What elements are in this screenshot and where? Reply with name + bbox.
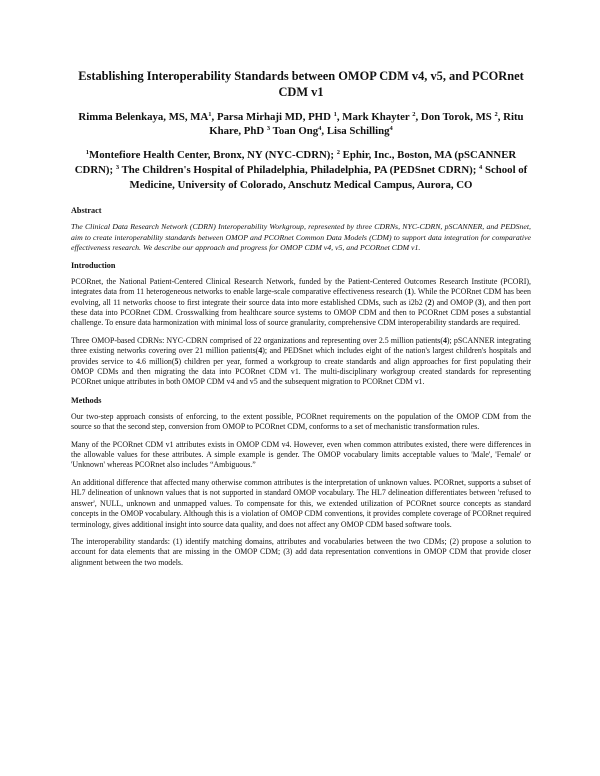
author: Toan Ong$^4$, [272,125,327,137]
author-list [71,110,531,138]
methods-paragraph: Many of the PCORnet CDM v1 attributes exists in OMOP CDM v4. However, even when common attributes existed, there were differences in the allowable values for these attributes. A simple example is gender. The OMOP vocabulary limits acceptable values to 'Male', 'Female' or 'Unknown' whereas PCORnet also includes “Ambiguous.” [71,439,531,470]
methods-paragraph: An additional difference that affected many otherwise common attributes is the interpretation of unknown values. PCORnet, supports a subset of HL7 delineation of unknown values that is not supported in standard OMOP vocabulary. The HL7 delineation differentiates between 'refused to answer', NULL, unknown and unmapped values. To compensate for this, we extended utilization of PCORnet source concepts as standard concepts in the OMOP vocabulary. Although this is a violation of OMOP CDM conventions, it provides complete coverage of PCORnet required terminology, gives additional insight into source data quality, and does not affect any OMOP CDM based software tools. [71,477,531,529]
affiliation: $^2$ Ephir, Inc., Boston, MA (pSCANNER CDRN); [74,149,517,176]
affiliations [71,148,531,193]
author: Don Torok, MS $^2$, [420,111,504,123]
introduction-paragraph: PCORnet, the National Patient-Centered Clinical Research Network, funded by the Patient-Centered Outcomes Research Institute (PCORI), integrates data from 11 heterogeneous networks to enable large-scale comparative effectiveness research (1). While the PCORnet CDM has been evolving, all 11 networks choose to first integrate their source data into more established CDMs, such as i2b2 (2) and OMOP (3), and then port these data into PCORnet CDM. Crosswalking from healthcare source systems to OMOP CDM and then to PCORnet CDM poses a substantial challenge. To ensure data harmonization with minimal loss of source granularity, comprehensive CDM interoperability standards are required. [71,276,531,328]
paper-title: Establishing Interoperability Standards between OMOP CDM v4, v5, and PCORnet CDM v1 [78,69,524,99]
methods-heading: Methods [71,395,102,405]
abstract-text: The Clinical Data Research Network (CDRN) Interoperability Workgroup, represented by three CDRNs, NYC-CDRN, pSCANNER, and PEDSnet, aim to create interoperability standards between OMOP and PCORnet Common Data Models (CDM) to support data integration for comparative effectiveness research. We describe our approach and progress for OMOP CDM v4, v5, and PCORnet CDM v1. [71,222,531,253]
affiliation: $^3$ The Children's Hospital of Philadelphia, Philadelphia, PA (PEDSnet CDRN); [115,164,480,176]
author: Ritu Khare, PhD $^3$ [209,111,524,137]
paper-page [71,68,531,575]
methods-paragraph: Our two-step approach consists of enforcing, to the extent possible, PCORnet requirements on the population of the OMOP CDM from the source so that the second step, conversion from OMOP to PCORnet CDM, conforms to a set of mechanistic transformation rules. [71,411,531,432]
author: Parsa Mirhaji MD, PHD $^1$, [216,111,343,123]
author: Mark Khayter $^2$, [342,111,421,123]
affiliation: $^4$ School of Medicine, University of Colorado, Anschutz Medical Campus, Aurora, CO [129,164,528,191]
methods-paragraph: The interoperability standards: (1) identify matching domains, attributes and vocabularies between the two CDMs; (2) propose a solution to account for data elements that are missing in the OMOP CDM; (3) add data representation conventions in OMOP CDM that provide closer alignment between the two models. [71,536,531,567]
abstract-heading: Abstract [71,206,102,215]
affiliation: $^1$Montefiore Health Center, Bronx, NY (NYC-CDRN); [85,149,337,161]
author: Lisa Schilling$^4$ [326,125,393,137]
author: Rimma Belenkaya, MS, $MA^1$, [78,111,217,123]
introduction-heading: Introduction [71,260,116,270]
introduction-paragraph: Three OMOP-based CDRNs: NYC-CDRN comprised of 22 organizations and representing over 2.5 million patients(4); pSCANNER integrating three existing networks covering over 21 million patients(4); and PEDSnet which includes eight of the nation's largest children's hospitals and provides service to 4.6 million(5) children per year, formed a workgroup to create standards and align approaches for first populating their OMOP CDMs and then migrating the data into PCORnet CDM v1. The multi-disciplinary workgroup created standards for representing PCORnet unique attributes in both OMOP CDM v4 and v5 and the subsequent migration to PCORnet CDM v1. [71,335,531,387]
